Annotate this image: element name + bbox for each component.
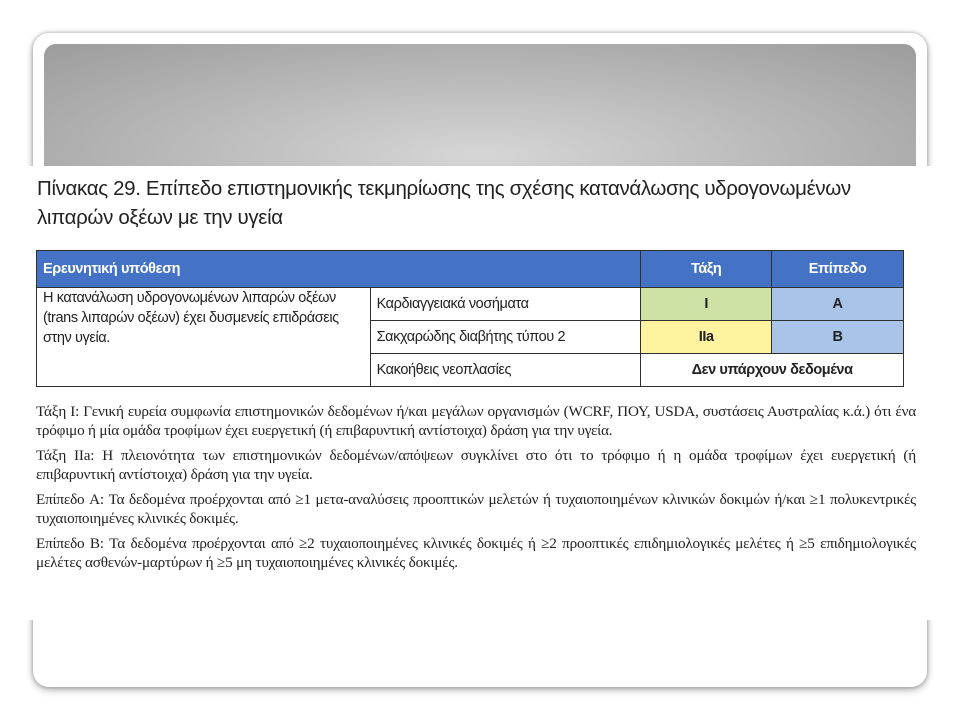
table-row xyxy=(37,288,904,321)
note-class-iia: Τάξη IIa: Η πλειονότητα των επιστημονικών δεδομένων/απόψεων συγκλίνει στο ότι το τρόφιμο ή η ομάδα τροφίμων έχει ευεργετική (ή επιβαρυντική αντίστοιχα) δράση για την υγεία. xyxy=(36,447,916,483)
table-header-row xyxy=(37,251,904,288)
note-level-b: Επίπεδο B: Τα δεδομένα προέρχονται από ≥2 τυχαιοποιημένες κλινικές δοκιμές ή ≥2 προοπτικές επιδημιολογικές μελέτες ή ≥5 επιδημιολογικές μελέτες ασθενών-μαρτύρων ή ≥5 μη τυχαιοποιημένες κλινικές δοκιμές. xyxy=(36,535,916,571)
condition-cell: Σακχαρώδης διαβήτης τύπου 2 xyxy=(370,321,641,354)
table-title: Πίνακας 29. Επίπεδο επιστημονικής τεκμηρίωσης της σχέσης κατανάλωσης υδρογονωμένων λιπαρών οξέων με την υγεία xyxy=(37,177,851,229)
note-class-i: Τάξη I: Γενική ευρεία συμφωνία επιστημονικών δεδομένων ή/και μεγάλων οργανισμών (WCRF, ΠΟΥ, USDA, συστάσεις Αυστραλίας κ.ά.) ότι ένα τρόφιμο ή μία ομάδα τροφίμων έχει ευεργετική (ή επιβαρυντική αντίστοιχα) δράση για την υγεία. xyxy=(36,403,916,439)
condition-cell: Κακοήθεις νεοπλασίες xyxy=(370,354,641,387)
no-data-cell: Δεν υπάρχουν δεδομένα xyxy=(641,354,904,387)
condition-cell: Καρδιαγγειακά νοσήματα xyxy=(370,288,641,321)
header-class: Τάξη xyxy=(641,251,772,288)
evidence-table xyxy=(36,250,904,387)
table-notes xyxy=(36,402,916,578)
header-level: Επίπεδο xyxy=(772,251,904,288)
note-level-a: Επίπεδο A: Τα δεδομένα προέρχονται από ≥1 μετα-αναλύσεις προοπτικών μελετών ή τυχαιοποιημένων κλινικών δοκιμών ή/και ≥1 πολυκεντρικές τυχαιοποιημένες κλινικές δοκιμές. xyxy=(36,491,916,527)
hypothesis-cell: Η κατανάλωση υδρογονωμένων λιπαρών οξέων (trans λιπαρών οξέων) έχει δυσμενείς επιδράσεις στην υγεία. xyxy=(37,288,371,387)
table-image-panel xyxy=(16,166,938,620)
header-hypothesis: Ερευνητική υπόθεση xyxy=(37,251,641,288)
class-cell: IIa xyxy=(641,321,772,354)
class-cell: I xyxy=(641,288,772,321)
level-cell: A xyxy=(772,288,904,321)
level-cell: B xyxy=(772,321,904,354)
